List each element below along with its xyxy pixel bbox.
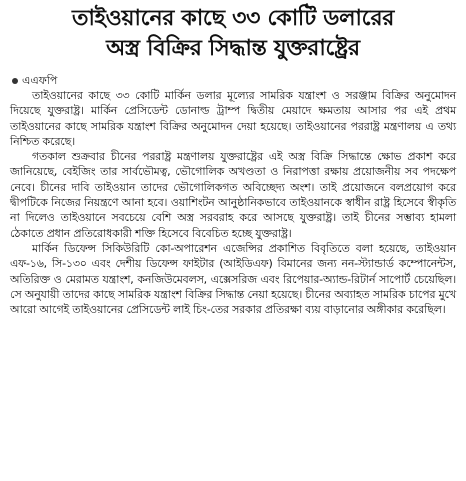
article-paragraph-3: মার্কিন ডিফেন্স সিকিউরিটি কো-অপারেশন এজেন্সির প্রকাশিত বিবৃতিতে বলা হয়েছে, তাইওয়ান এফ-১৬, সি-১৩০ এবং দেশীয় ডিফেন্স ফাইটার (আইডিএফ) বিমানের জন্য নন-স্ট্যান্ডার্ড কম্পোনেন্টস, অতিরিক্ত ও মেরামত যন্ত্রাংশ, কনজিউমেবলস, এক্সেসরিজ এবং রিপেয়ার-অ্যান্ড-রিটার্ন সাপোর্ট চেয়েছিল। সে অনুযায়ী তাদের কাছে সামরিক যন্ত্রাংশ বিক্রির সিদ্ধান্ত নেয়া হয়েছে। চীনের অব্যাহত সামরিক চাপের মুখে আরো আগেই তাইওয়ানের প্রেসিডেন্ট লাই চিং-তের সরকার প্রতিরক্ষা ব্যয় বাড়ানোর অঙ্গীকার করেছিল। (10, 241, 456, 317)
headline-line-1: তাইওয়ানের কাছে ৩৩ কোটি ডলারের (71, 6, 395, 31)
headline-line-2: অস্ত্র বিক্রির সিদ্ধান্ত যুক্তরাষ্ট্রের (106, 36, 360, 61)
dateline-source: এএফপি (22, 74, 58, 87)
article-paragraph-2: গতকাল শুক্রবার চীনের পররাষ্ট্র মন্ত্রণালয় যুক্তরাষ্ট্রের এই অস্ত্র বিক্রি সিদ্ধান্তে ক্ষোভ প্রকাশ করে জানিয়েছে, বেইজিং তার সার্বভৌমত্ব, ভৌগোলিক অখণ্ডতা ও নিরাপত্তা রক্ষায় প্রয়োজনীয় সব পদক্ষেপ নেবে। চীনের দাবি তাইওয়ান তাদের ভৌগোলিকগত অবিচ্ছেদ্য অংশ। তাই প্রয়োজনে বলপ্রয়োগ করে দ্বীপটিকে নিজের নিয়ন্ত্রণে আনা হবে। ওয়াশিংটন আনুষ্ঠানিকভাবে তাইওয়ানকে স্বাধীন রাষ্ট্র হিসেবে স্বীকৃতি না দিলেও তাইওয়ানে সবচেয়ে বেশি অস্ত্র সরবরাহ করে আসছে যুক্তরাষ্ট্র। তাই চীনের সম্ভাব্য হামলা ঠেকাতে প্রধান প্রতিরোধকারী শক্তি হিসেবে বিবেচিত হচ্ছে যুক্তরাষ্ট্র। (10, 150, 456, 240)
headline (10, 4, 456, 64)
bullet-icon (12, 78, 18, 84)
dateline (10, 74, 456, 88)
article-paragraph-1: তাইওয়ানের কাছে ৩৩ কোটি মার্কিন ডলার মূল্যের সামরিক যন্ত্রাংশ ও সরঞ্জাম বিক্রির অনুমোদন দিয়েছে যুক্তরাষ্ট্র। মার্কিন প্রেসিডেন্ট ডোনাল্ড ট্রাম্প দ্বিতীয় মেয়াদে ক্ষমতায় আসার পর এই প্রথম তাইওয়ানের কাছে সামরিক যন্ত্রাংশ বিক্রির অনুমোদন দেয়া হয়েছে। তাইওয়ানের পররাষ্ট্র মন্ত্রণালয় এ তথ্য নিশ্চিত করেছে। (10, 89, 456, 148)
